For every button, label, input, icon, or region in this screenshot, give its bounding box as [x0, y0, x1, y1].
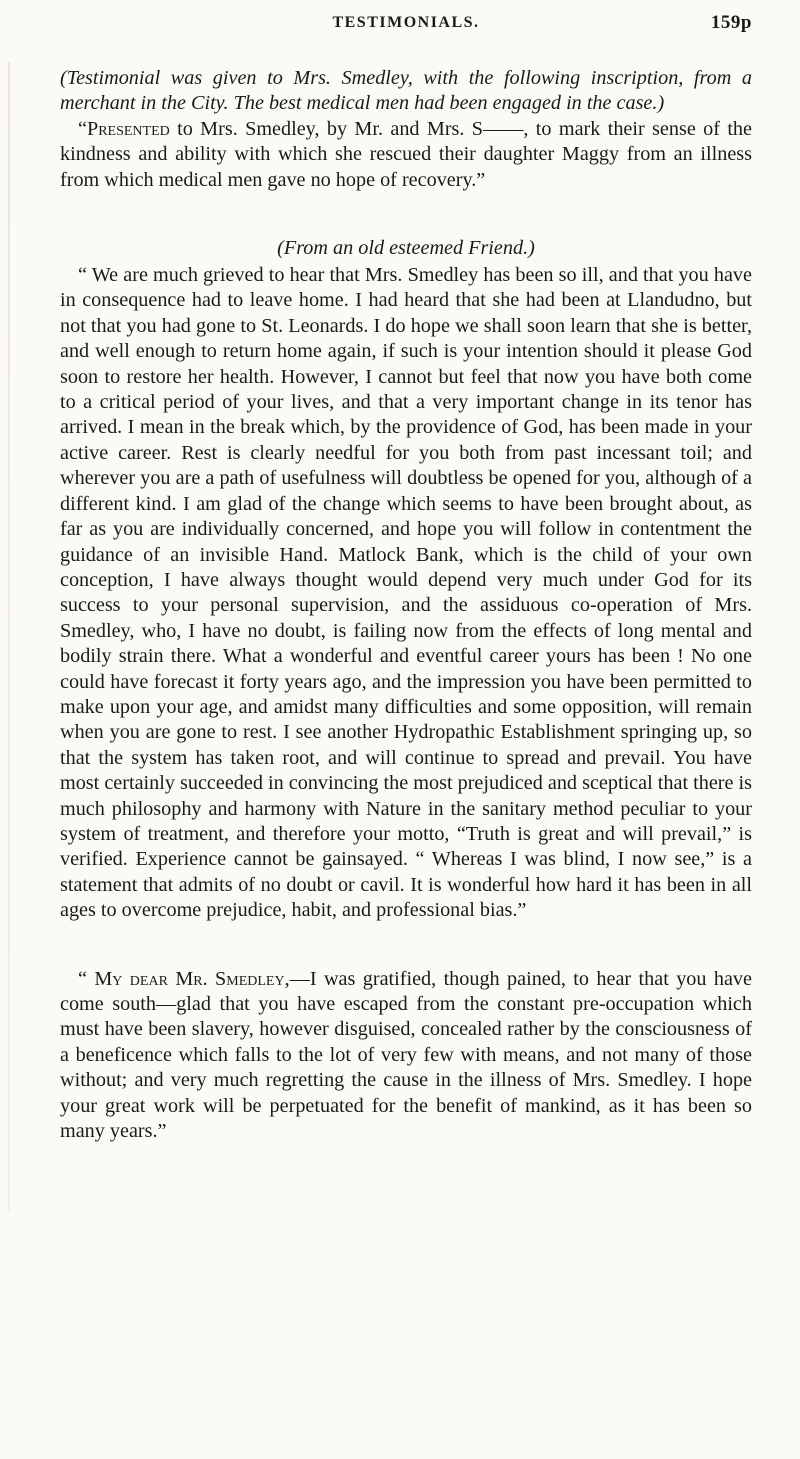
inscription-lead: “Presented: [78, 117, 170, 140]
inscription-body: to Mrs. Smedley, by Mr. and Mrs. S——, to mark their sense of the kindness and ability with which she rescued their daughter Maggy from an illness from which medical men gave no hope of recovery.”: [60, 117, 752, 191]
gutter-shadow: [8, 62, 10, 1212]
letter-text: —I was gratified, though pained, to hear that you have come south—glad that you have escaped from the constant pre-occupation which must have been slavery, however disguised, concealed rather by the consciousness of a beneficence which falls to the lot of very few with means, and not many of those without; and very much regretting the cause in the illness of Mrs. Smedley. I hope your great work will be perpetuated for the benefit of mankind, as it has been so many years.”: [60, 967, 752, 1143]
testimonial-letter: [60, 967, 752, 1145]
testimonial-inscription-text: [60, 117, 752, 193]
friend-letter-body: “ We are much grieved to hear that Mrs. Smedley has been so ill, and that you have in consequence had to leave home. I had heard that she had been at Llandudno, but not that you had gone to St. Leonards. I do hope we shall soon learn that she is better, and well enough to return home again, if such is your intention should it please God soon to restore her health. However, I cannot but feel that now you have both come to a critical period of your lives, and that a very important change in its tenor has arrived. I mean in the break which, by the providence of God, has been made in your active career. Rest is clearly needful for you both from past incessant toil; and wherever you are a path of usefulness will doubtless be opened for you, although of a different kind. I am glad of the change which seems to have been brought about, as far as you are individually concerned, and hope you will follow in contentment the guidance of an invisible Hand. Matlock Bank, which is the child of your own conception, I have always thought would depend very much under God for its success to your personal supervision, and the assiduous co-operation of Mrs. Smedley, who, I have no doubt, is failing now from the effects of long mental and bodily strain there. What a wonderful and eventful career yours has been ! No one could have forecast it forty years ago, and the impression you have been permitted to make upon your age, and amidst many difficulties and some opposition, will remain when you are gone to rest. I see another Hydropathic Establishment springing up, so that the system has taken root, and will continue to spread and prevail. You have most certainly succeeded in convincing the most prejudiced and sceptical that there is much philosophy and harmony with Nature in the sanitary method peculiar to your system of treatment, and therefore your motto, “Truth is great and will prevail,” is verified. Experience cannot be gainsayed. “ Whereas I was blind, I now see,” is a statement that admits of no doubt or cavil. It is wonderful how hard it has been in all ages to overcome prejudice, habit, and professional bias.”: [60, 264, 752, 922]
testimonial-merchant: [60, 66, 752, 193]
section-spacer: [60, 924, 752, 967]
letter-salutation: “ My dear Mr. Smedley,: [78, 967, 290, 990]
friend-letter-heading: (From an old esteemed Friend.): [277, 237, 535, 260]
testimonial-inscription-note: (Testimonial was given to Mrs. Smedley, with the following inscription, from a merchant in the City. The best medical men had been engaged in the case.): [60, 67, 752, 115]
page-header: [60, 0, 752, 60]
letter-body: [60, 967, 752, 1145]
running-head: TESTIMONIALS.: [332, 14, 480, 31]
page-number: 159p: [710, 12, 752, 33]
testimonial-old-friend: [60, 237, 752, 924]
